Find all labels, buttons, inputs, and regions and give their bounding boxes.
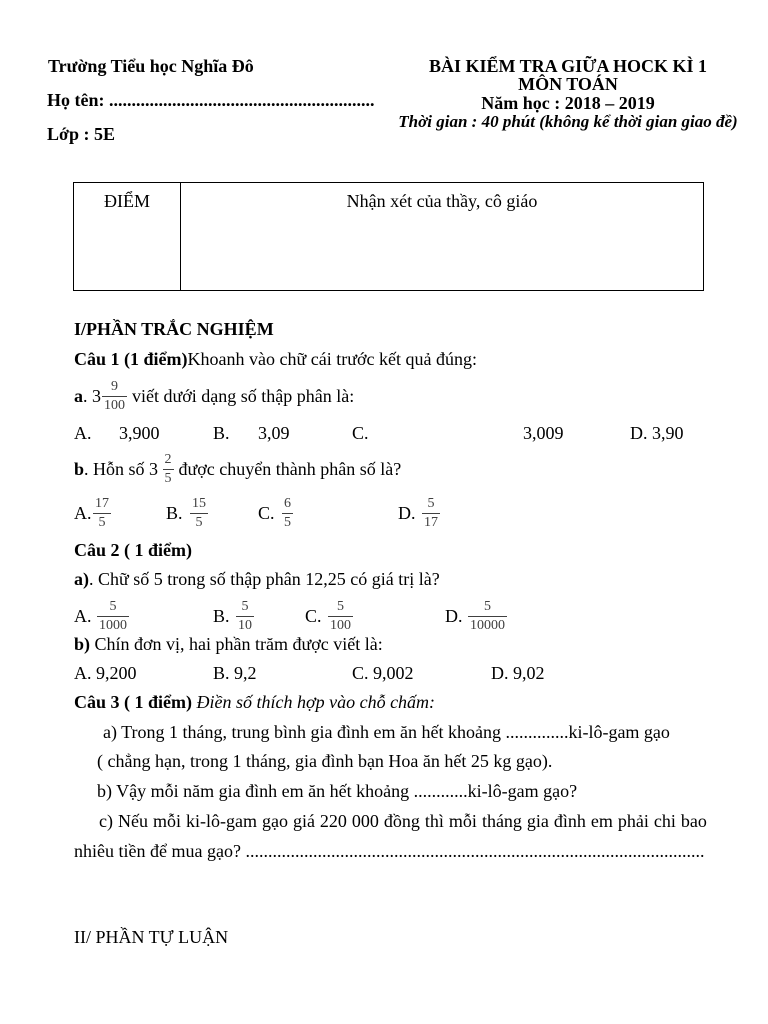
q1b-question — [74, 451, 401, 487]
option-value: 3,009 — [523, 422, 564, 443]
q2b-text: Chín đơn vị, hai phần trăm được viết là: — [94, 634, 383, 654]
fraction-numerator: 2 — [163, 452, 174, 470]
option-letter: A. — [74, 422, 92, 443]
fraction-denominator: 100 — [104, 397, 125, 413]
option-value: 3,900 — [119, 422, 160, 443]
q1b-option-a — [74, 495, 111, 531]
part2-title: II/ PHẦN TỰ LUẬN — [74, 927, 229, 947]
option-letter: A. — [74, 662, 92, 683]
school-name: Trường Tiểu học Nghĩa Đô — [48, 56, 254, 76]
q2a-option-c — [305, 598, 353, 634]
option-value: 3,09 — [258, 422, 290, 443]
q3b-text: b) Vậy mỗi năm gia đình em ăn hết khoảng ............ki-lô-gam gạo? — [97, 781, 578, 801]
score-cell — [74, 183, 181, 290]
q1a-options — [0, 422, 768, 444]
subject-title: MÔN TOÁN — [518, 74, 618, 94]
q1b-label: b — [74, 458, 85, 479]
fraction-denominator: 10000 — [470, 617, 505, 633]
q1b-option-b — [166, 495, 208, 531]
q3-example-note: ( chẳng hạn, trong 1 tháng, gia đình bạn Hoa ăn hết 25 kg gạo). — [97, 751, 553, 771]
q1-label: Câu 1 (1 điểm) — [74, 349, 188, 369]
fraction-denominator: 17 — [424, 514, 438, 530]
q1a-question — [74, 378, 354, 414]
q2a-option-a — [74, 598, 129, 634]
fraction-numerator: 5 — [328, 599, 353, 617]
option-fraction — [422, 496, 440, 531]
fraction-numerator: 5 — [97, 599, 129, 617]
fraction-denominator: 5 — [195, 514, 203, 530]
option-fraction — [282, 496, 293, 531]
q1a-option-c — [352, 422, 564, 444]
q1a-label: a — [74, 385, 83, 406]
q1b-option-c — [258, 495, 293, 531]
q2a-option-b — [213, 598, 254, 634]
fraction-numerator: 5 — [236, 599, 254, 617]
score-table — [73, 182, 704, 291]
q1a-option-a — [74, 422, 160, 444]
q1-heading — [74, 348, 477, 370]
option-fraction — [97, 599, 129, 634]
option-value: 9,200 — [96, 662, 137, 683]
fraction-denominator: 5 — [284, 514, 292, 530]
option-letter: A. — [74, 502, 92, 523]
option-value: 9,002 — [373, 662, 414, 683]
option-letter: A. — [74, 605, 92, 626]
q2b-label: b) — [74, 634, 91, 654]
fraction-numerator: 15 — [190, 496, 208, 514]
option-fraction — [93, 496, 111, 531]
option-letter: B. — [166, 502, 183, 523]
q3-label: Câu 3 ( 1 điểm) — [74, 692, 192, 712]
q2a-options — [0, 598, 768, 634]
q1a-fraction — [102, 379, 127, 414]
q2a-question — [74, 568, 440, 590]
student-name-line: Họ tên: ........................................................... — [47, 90, 375, 110]
option-letter: C. — [352, 422, 369, 443]
q1a-option-b — [213, 422, 290, 444]
fraction-numerator: 6 — [282, 496, 293, 514]
class-line: Lớp : 5E — [47, 124, 115, 144]
q2a-label: a) — [74, 569, 89, 589]
fraction-denominator: 1000 — [99, 617, 127, 633]
option-letter: D. — [398, 502, 416, 523]
fraction-numerator: 5 — [468, 599, 507, 617]
fraction-numerator: 17 — [93, 496, 111, 514]
score-header: ĐIỂM — [104, 191, 150, 211]
q1b-text: được chuyển thành phân số là? — [178, 458, 402, 479]
option-letter: C. — [305, 605, 322, 626]
q2b-option-d — [491, 662, 545, 684]
exam-duration: Thời gian : 40 phút (không kể thời gian giao đề) — [398, 112, 738, 131]
option-letter: B. — [213, 422, 230, 443]
option-fraction — [236, 599, 254, 634]
fraction-numerator: 5 — [422, 496, 440, 514]
comment-cell — [181, 183, 703, 290]
school-year: Năm học : 2018 – 2019 — [481, 93, 655, 113]
q2a-text: . Chữ số 5 trong số thập phân 12,25 có giá trị là? — [89, 569, 440, 589]
q2b-question — [74, 633, 383, 655]
part1-title: I/PHẦN TRẮC NGHIỆM — [74, 319, 274, 339]
q3c-text-line1: c) Nếu mỗi ki-lô-gam gạo giá 220 000 đồng thì mỗi tháng gia đình em phải chi bao — [99, 811, 707, 831]
q2b-option-b — [213, 662, 257, 684]
q2a-option-d — [445, 598, 507, 634]
option-letter: B. — [213, 605, 230, 626]
option-fraction — [468, 599, 507, 634]
q1a-option-d — [630, 422, 684, 444]
q1-instruction: Khoanh vào chữ cái trước kết quả đúng: — [187, 349, 477, 369]
option-letter: D. — [445, 605, 463, 626]
fraction-denominator: 5 — [98, 514, 106, 530]
fraction-denominator: 5 — [164, 470, 172, 486]
q3-heading — [74, 691, 435, 713]
q1b-option-d — [398, 495, 440, 531]
exam-title: BÀI KIỂM TRA GIỮA HOCK KÌ 1 — [428, 56, 708, 76]
q3a-text: a) Trong 1 tháng, trung bình gia đình em ăn hết khoảng ..............ki-lô-gam gạo — [103, 722, 670, 742]
q2-label: Câu 2 ( 1 điểm) — [74, 540, 192, 560]
comment-header: Nhận xét của thầy, cô giáo — [346, 191, 538, 211]
option-letter: C. — [258, 502, 275, 523]
option-letter: B. — [213, 662, 230, 683]
option-letter: C. — [352, 662, 369, 683]
option-letter: D. — [630, 422, 648, 443]
q1b-options — [0, 495, 768, 531]
fraction-denominator: 100 — [330, 617, 352, 633]
fraction-denominator: 10 — [238, 617, 253, 633]
q1b-fraction — [163, 452, 174, 487]
q2b-option-a — [74, 662, 137, 684]
option-fraction — [328, 599, 353, 634]
option-value: 3,90 — [652, 422, 684, 443]
fraction-numerator: 9 — [102, 379, 127, 397]
option-letter: D. — [491, 662, 509, 683]
q1a-prefix: . 3 — [83, 385, 101, 406]
q1a-text: viết dưới dạng số thập phân là: — [132, 385, 355, 406]
option-fraction — [190, 496, 208, 531]
option-value: 9,2 — [234, 662, 257, 683]
q2b-options — [0, 662, 768, 684]
q2b-option-c — [352, 662, 414, 684]
q3-instruction: Điền số thích hợp vào chỗ chấm: — [196, 692, 436, 712]
q1b-prefix: . Hỗn số 3 — [84, 458, 159, 479]
option-value: 9,02 — [513, 662, 545, 683]
q3c-text-line2: nhiêu tiền để mua gạo? ...................................................................................................... — [74, 841, 705, 861]
